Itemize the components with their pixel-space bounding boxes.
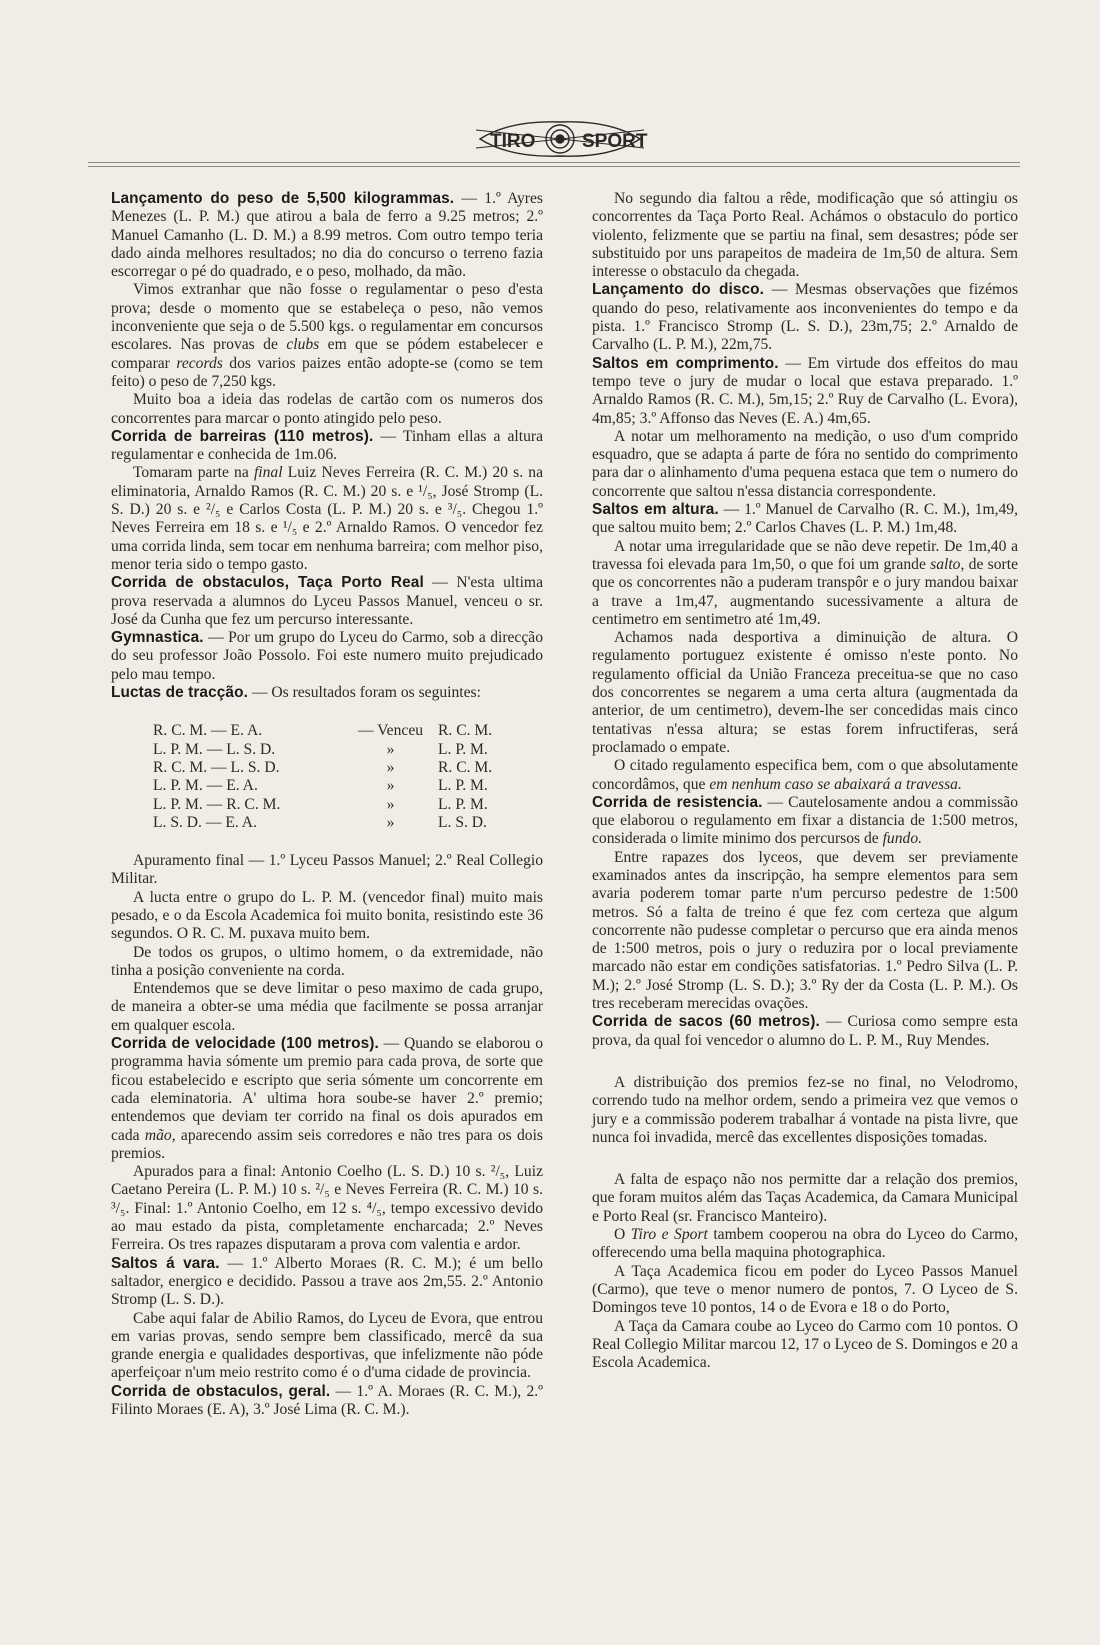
gymnastica-para: Gymnastica. — Por um grupo do Lyceu do Carmo, sob a direcção do seu professor João Possolo. Foi este numero muito prejudicado pelo mau tempo. [111, 629, 543, 683]
grupos-para: De todos os grupos, o ultimo homem, o da extremidade, não tinha a posição conveniente na corda. [111, 943, 543, 979]
table-row: L. P. M. — L. S. D. » L. P. M. [153, 740, 488, 758]
section-heading: Corrida de obstaculos, geral. [111, 1382, 331, 1400]
apuramento-para: Apuramento final — 1.º Lyceu Passos Manuel; 2.º Real Collegio Militar. [111, 852, 543, 888]
velocidade-para: Corrida de velocidade (100 metros). — Quando se elaborou o programma havia sómente um premio para cada prova, de sorte que ficou estabelecido e escripto que seria sómente um concorrente em cada eleminatoria. A' ultima hora soube-se haver 2.º premio; entendemos que deviam ter corrido na final os dois apurados em cada mão, aparecendo assim seis corredores e não tres para os dois premios. [111, 1035, 543, 1162]
luctas-para: Luctas de tracção. — Os resultados foram os seguintes: [111, 684, 481, 702]
citado-para: O citado regulamento especifica bem, com o que absolutamente concordâmos, que em nenhum caso se abaixará a travessa. [592, 757, 1018, 793]
section-heading: Corrida de sacos (60 metros). [592, 1013, 820, 1031]
table-row: L. P. M. — E. A. » L. P. M. [153, 777, 488, 795]
luctas-results-table [153, 722, 492, 832]
rapazes-para: Entre rapazes dos lyceos, que devem ser previamente examinados antes da inscripção, ha sempre elementos para sem avaria poderem tomar parte n'um percurso pedestre de 1:500 metros. Só a falta de treino é que fez com certeza que algum concorrente não pudesse completar o percurso que era ainda menos de 1:500 metros, pois o jury o reduzira por o local previamente marcado não estar em condições satisfatorias. 1.º Pedro Silva (L. P. M.); 2.º José Stromp (L. S. D.); 3.º Ry der da Costa (L. P. M.). Os tres receberam merecidas ovações. [592, 848, 1018, 1013]
lucta-para: A lucta entre o grupo do L. P. M. (vencedor final) muito mais pesado, e o da Escola Academica foi muito bonita, resistindo este 36 segundos. O R. C. M. puxava muito bem. [111, 888, 543, 943]
achamos-para: Achamos nada desportiva a diminuição de altura. O regulamento portuguez existente é omisso n'este ponto. No regulamento official da União Franceza preceitua-se que no caso dos concorrentes se negarem a uma certa altura (augmentada da anterior, de um centimetro), devem-lhe ser concedidas mais cinco tentativas n'essa altura; se estas forem infructiferas, será proclamado o empate. [592, 629, 1018, 756]
disco-para: Lançamento do disco. — Mesmas observações que fizémos quando do peso, relativamente aos inconvenientes do tempo e da pista. 1.º Francisco Stromp (L. S. D.), 23m,75; 2.º Arnaldo de Carvalho (L. P. M.), 22m,75. [592, 281, 1019, 354]
section-heading: Saltos á vara. [111, 1254, 220, 1272]
falta-para: A falta de espaço não nos permitte dar a relação dos premios, que foram muitos além das Taças Academica, da Camara Municipal e Porto Real (sr. Francisco Manteiro). [592, 1171, 1018, 1225]
tiro-sport-para: O Tiro e Sport tambem cooperou na obra do Lyceo do Carmo, offerecendo uma bella maquina photographica. [592, 1226, 1018, 1262]
taca-camara-para: A Taça da Camara coube ao Lyceo do Carmo com 10 pontos. O Real Collegio Militar marcou 12, 17 o Lyceo de S. Domingos e 20 a Escola Academica. [592, 1317, 1018, 1372]
table-row: R. C. M. — L. S. D. » R. C. M. [153, 758, 493, 776]
section-heading: Corrida de velocidade (100 metros). [111, 1035, 379, 1053]
section-heading: Luctas de tracção. [111, 684, 248, 702]
header-rule-top [88, 162, 1020, 163]
esquadro-para: A notar um melhoramento na medição, o uso d'um comprido esquadro, que se adapta á parte de fóra no sentido do comprimento para dar o alinhamento d'uma pequena estaca que tem o numero do concorrente que saltou n'essa distancia correspondente. [592, 427, 1018, 500]
sacos-para: Corrida de sacos (60 metros). — Curiosa como sempre esta prova, da qual foi vencedor o alumno do L. P. M., Ruy Mendes. [592, 1013, 1018, 1049]
svg-text:SPORT: SPORT [582, 131, 648, 152]
lancamento-peso-para: Lançamento do peso de 5,500 kilogrammas. — 1.º Ayres Menezes (L. P. M.) que atirou a bala de ferro a 9.25 metros; 2.º Manuel Camanho (L. D. M.) a 8.99 metros. Com outro tempo teria dado ainda melhores resultados; no dia do concurso o terreno fazia escorregar o pé do quadrado, e o peso, molhado, da mão. [111, 190, 543, 281]
left-column [111, 190, 543, 1419]
apurados-para: Apurados para a final: Antonio Coelho (L. S. D.) 10 s. ²/₅, Luiz Caetano Pereira (L. P. M.) 10 s. ²/₅ e Neves Ferreira (R. C. M.) 10 s. ³/₅. Final: 1.º Antonio Coelho, em 12 s. ⁴/₅, tempo excessivo devido ao mau estado da pista, completamente encharcada; 2.º Neves Ferreira. Os tres rapazes disputaram a prova com valentia e ardor. [111, 1163, 543, 1254]
obstaculos-geral-para: Corrida de obstaculos, geral. — 1.º A. Moraes (R. C. M.), 2.º Filinto Moraes (E. A), 3.º José Lima (R. C. M.). [111, 1382, 543, 1418]
taca-academica-para: A Taça Academica ficou em poder do Lyceo Passos Manuel (Carmo), que teve o menor numero de pontos, 7. O Lyceo de S. Domingos teve 10 pontos, 14 o de Evora e 18 o do Porto, [592, 1262, 1018, 1317]
section-heading: Saltos em altura. [592, 501, 719, 519]
section-heading: Lançamento do peso de 5,500 kilogrammas. [111, 190, 455, 207]
barreiras-para-2: Tomaram parte na final Luiz Neves Ferreira (R. C. M.) 20 s. na eliminatoria, Arnaldo Ramos (R. C. M.) 20 s. e ¹/₅, José Stromp (L. S. D.) 20 s. e ²/₅ e Carlos Costa (L. P. M.) 20 s. e ³/₅. Chegou 1.º Neves Ferreira em 18 s. e ¹/₅ e 2.º Arnaldo Ramos. O vencedor fez uma corrida linda, sem tocar em nenhuma barreira; com melhor piso, menor teria sido o tempo gasto. [111, 464, 543, 573]
tiro-e-sport-logo [470, 116, 650, 162]
irregularidade-para: A notar uma irregularidade que se não deve repetir. De 1m,40 a travessa foi elevada para 1m,50, o que foi um grande salto, de sorte que os concorrentes não a puderam transpôr e o jury mandou baixar a trave a 1m,47, augmentando sucessivamente a altura de centimetro em sentimetro até 1m,49. [592, 537, 1018, 628]
segundo-dia-para: No segundo dia faltou a rêde, modificação que só attingiu os concorrentes da Taça Porto Real. Achámos o obstaculo do portico violento, felizmente que se partiu na final, sem desastres; póde ser substituido por uns parapeitos de madeira de 1m,50 de altura. Sem interesse o obstaculo da chegada. [592, 190, 1018, 281]
svg-text:TIRO: TIRO [490, 131, 536, 152]
altura-para: Saltos em altura. — 1.º Manuel de Carvalho (R. C. M.), 1m,49, que saltou muito bem; 2.º Carlos Chaves (L. P. M.) 1m,48. [592, 501, 1019, 537]
barreiras-para: Corrida de barreiras (110 metros). — Tinham ellas a altura regulamentar e conhecida de 1m.06. [111, 427, 543, 464]
peso-para-3: Muito boa a ideia das rodelas de cartão com os numeros dos concorrentes para marcar o ponto atingido pelo peso. [111, 391, 543, 427]
right-column [592, 190, 1018, 1372]
table-row: L. P. M. — R. C. M. » L. P. M. [153, 795, 488, 813]
section-heading: Lançamento do disco. [592, 281, 765, 299]
resistencia-para: Corrida de resistencia. — Cautelosamente andou a commissão que elaborou o regulamento em fixar a distancia de 1:500 metros, considerada o limite minimo dos percursos de fundo. [592, 793, 1018, 848]
obstaculos-porto-para: Corrida de obstaculos, Taça Porto Real — N'esta ultima prova reservada a alumnos do Lyceu Passos Manuel, venceu o sr. José da Cunha que fez um percurso interessante. [111, 574, 543, 628]
distribuicao-para: A distribuição dos premios fez-se no final, no Velodromo, correndo tudo na melhor ordem, sendo a primeira vez que vemos o jury e a commissão poderem trabalhar á vontade na pista livre, que nunca foi invadida, mercê das excellentes disposições tomadas. [592, 1073, 1018, 1146]
limitar-para: Entendemos que se deve limitar o peso maximo de cada grupo, de maneira a obter-se uma média que facilmente se possa arranjar em qualquer escola. [111, 980, 543, 1034]
section-heading: Saltos em comprimento. [592, 354, 779, 372]
section-heading: Corrida de barreiras (110 metros). [111, 427, 374, 445]
comprimento-para: Saltos em comprimento. — Em virtude dos effeitos do mau tempo teve o jury de mudar o local que estava preparado. 1.º Arnaldo Ramos (R. C. M.), 5m,15; 2.º Ruy de Carvalho (L. Evora), 4m,85; 3.º Affonso das Neves (E. A.) 4m,65. [592, 354, 1018, 427]
section-heading: Corrida de obstaculos, Taça Porto Real [111, 574, 424, 592]
abilio-para: Cabe aqui falar de Abilio Ramos, do Lyceu de Evora, que entrou em varias provas, sendo sempre bem classificado, mercê da sua grande energia e qualidades desportivas, que infelizmente não póde aperfeiçoar n'um meio restrito como é o d'uma cidade de provincia. [111, 1309, 543, 1382]
peso-para-2: Vimos extranhar que não fosse o regulamentar o peso d'esta prova; desde o momento que se estabeleça o peso, não vemos inconveniente que seja o de 5.500 kgs. o regulamentar em concursos escolares. Nas provas de clubs em que se pódem estabelecer e comparar records dos varios paizes então adopte-se (como se tem feito) o peso de 7,250 kgs. [111, 281, 543, 390]
section-heading: Corrida de resistencia. [592, 793, 763, 811]
table-row: R. C. M. — E. A. — Venceu R. C. M. [153, 722, 493, 740]
saltos-vara-para: Saltos á vara. — 1.º Alberto Moraes (R. C. M.); é um bello saltador, energico e decidido. Passou a trave aos 2m,55. 2.º Antonio Stromp (L. S. D.). [111, 1254, 543, 1309]
header-rule-bottom [88, 166, 1020, 167]
table-row: L. S. D. — E. A. » L. S. D. [153, 813, 487, 831]
section-heading: Gymnastica. [111, 629, 204, 647]
